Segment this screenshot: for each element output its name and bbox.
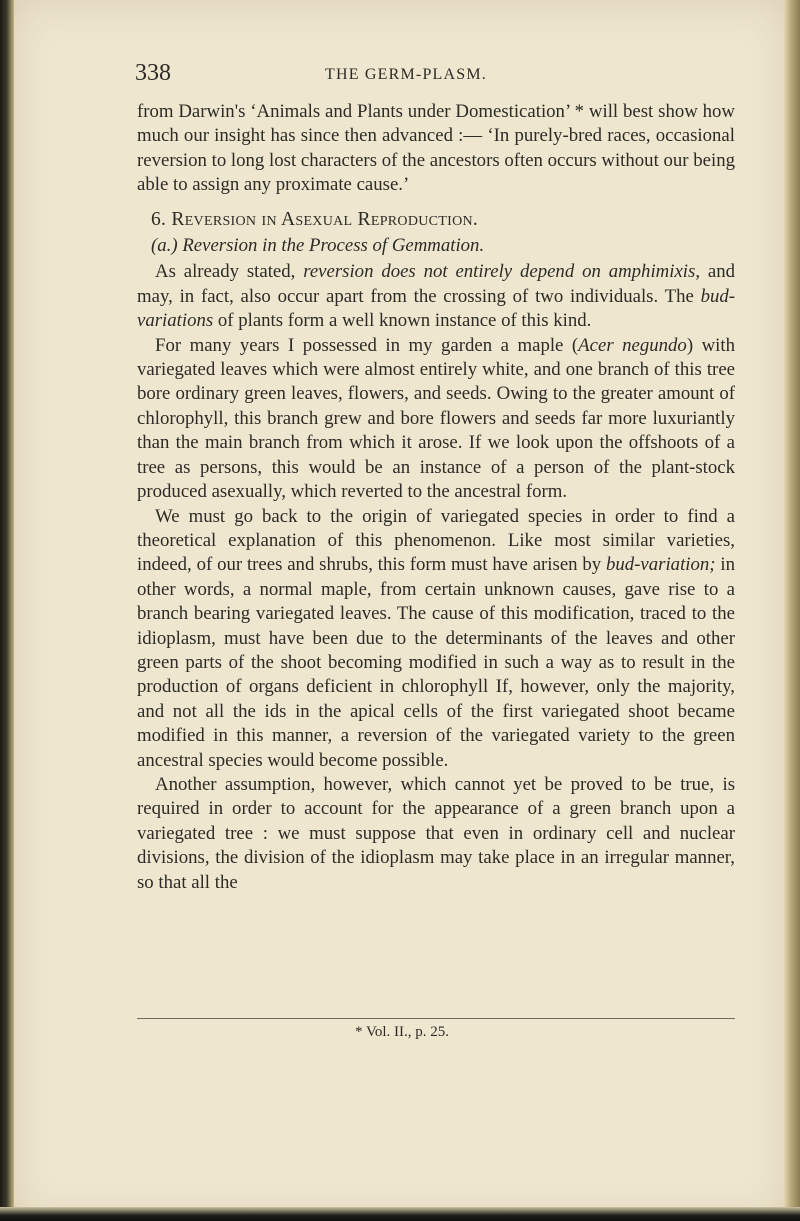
section-title: 6. Reversion in Asexual Reproduction. [151, 208, 479, 230]
emphasis-bud-variation: bud-variation; [606, 554, 716, 576]
paragraph-1: from Darwin's ‘Animals and Plants under Domestication’ * will best show how much our insight has since then advanced :— ‘In purely-bred races, occasional reversion to long lost characters of the ancestors often occurs without our being able to assign any proximate cause.’ [137, 101, 735, 196]
body-text [137, 100, 735, 895]
page-number: 338 [135, 60, 171, 86]
bottom-page-edge [0, 1207, 800, 1221]
footnote: * Vol. II., p. 25. [355, 1024, 450, 1040]
paragraph-2: As already stated, reversion does not entirely depend on amphimixis, and may, in fact, also occur apart from the crossing of two individuals. The bud-variations of plants form a well known instance of this kind. [137, 261, 735, 332]
paragraph-4: We must go back to the origin of variegated species in order to find a theoretical explanation of this phenomenon. Like most similar varieties, indeed, of our trees and shrubs, this form must have arisen by bud-variation; in other words, a normal maple, from certain unknown causes, gave rise to a branch bearing variegated leaves. The cause of this modification, traced to the idioplasm, must have been due to the determinants of the leaves and other green parts of the shoot becoming modified in such a way as to result in the production of organs deficient in chlorophyll If, however, only the majority, and not all the ids in the apical cells of the first variegated shoot became modified in this manner, a reversion of the variegated variety to the green ancestral species would become possible. [137, 505, 735, 771]
running-head: THE GERM-PLASM. [325, 66, 488, 83]
footnote-rule [137, 1018, 735, 1019]
subsection-label: (a.) [151, 235, 178, 257]
emphasis-reversion: reversion does not entirely depend on amphimixis [303, 261, 696, 283]
species-name: Acer negundo [578, 334, 687, 356]
page-edge [784, 0, 800, 1221]
page-header [135, 58, 755, 98]
paragraph-3: For many years I possessed in my garden a maple (Acer negundo) with variegated leaves which were almost entirely white, and one branch of this tree bore ordinary green leaves, flowers, and seeds. Owing to the greater amount of chlorophyll, this branch grew and bore flowers and seeds far more luxuriantly than the main branch from which it arose. If we look upon the offshoots of a tree as persons, this would be an instance of a person of the plant-stock produced asexually, which reverted to the ancestral form. [137, 334, 735, 503]
subsection-heading [151, 234, 735, 258]
subsection-title: Reversion in the Process of Gemmation. [182, 235, 485, 257]
emphasis-bud-variations: bud-variations [137, 285, 735, 332]
paragraph-5: Another assumption, however, which cannot yet be proved to be true, is required in order to account for the appearance of a green branch upon a variegated tree : we must suppose that even in ordinary cell and nuclear divisions, the division of the idioplasm may take place in an irregular manner, so that all the [137, 773, 735, 893]
